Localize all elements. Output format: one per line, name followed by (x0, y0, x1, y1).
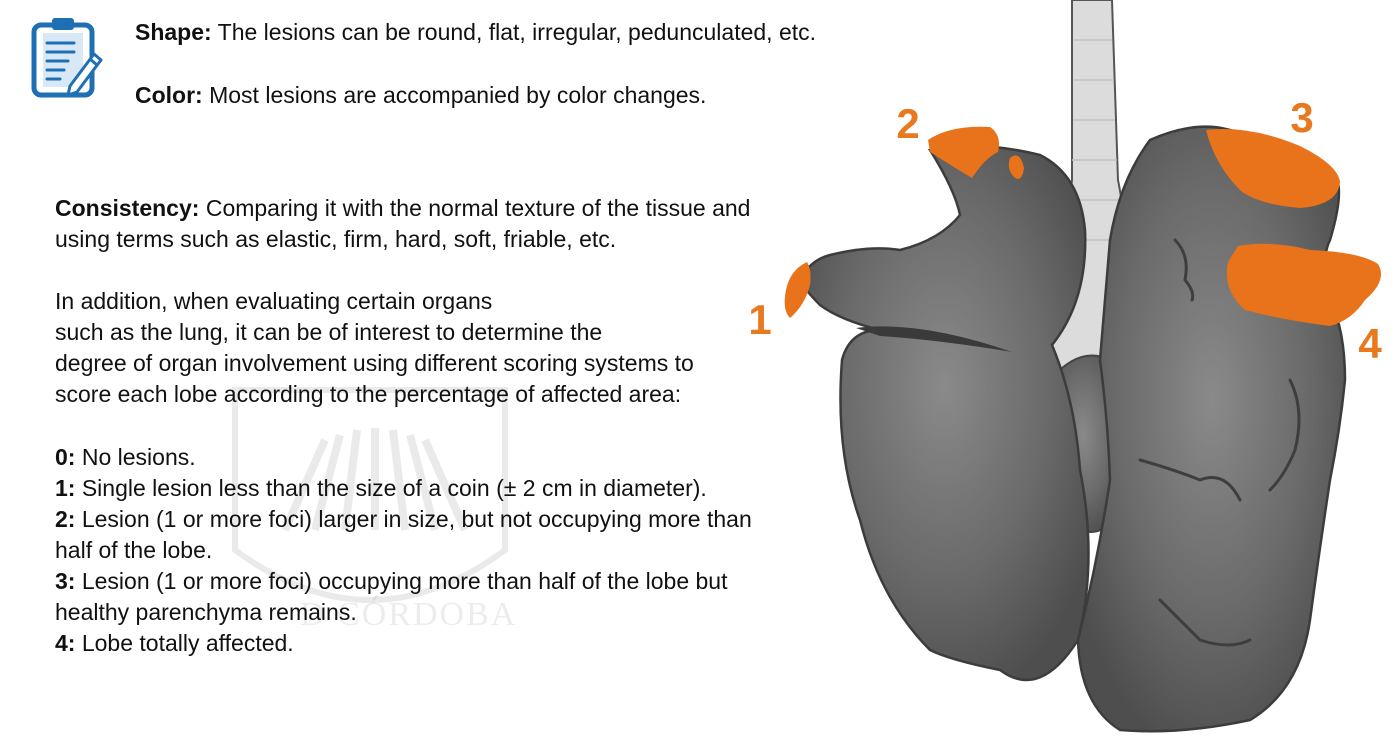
score-1-text: Single lesion less than the size of a coin (± 2 cm in diameter). (75, 475, 707, 501)
score-item-3-continued: healthy parenchyma remains. (55, 599, 357, 625)
consistency-line-2: using terms such as elastic, firm, hard, soft, friable, etc. (55, 226, 617, 252)
lobe-label-4: 4 (1358, 320, 1382, 367)
shape-line (135, 17, 816, 48)
score-0-text: No lesions. (75, 444, 196, 470)
lobe-label-1: 1 (748, 296, 772, 343)
scoring-intro-line-2: such as the lung, it can be of interest to determine the (55, 319, 603, 345)
consistency-paragraph (55, 193, 750, 255)
score-1-label: 1: (55, 475, 76, 501)
scoring-intro-line-3: degree of organ involvement using different scoring systems to (55, 350, 694, 376)
lung-illustration (740, 0, 1400, 744)
score-item-1 (55, 473, 752, 504)
score-item-4 (55, 628, 752, 659)
consistency-label: Consistency: (55, 195, 200, 221)
score-item-2-continued: half of the lobe. (55, 537, 213, 563)
right-lung (1078, 127, 1345, 732)
score-list (55, 442, 752, 659)
watermark-text: D CÓRDOBA (300, 596, 518, 633)
left-lung (800, 146, 1089, 680)
shape-text: The lesions can be round, flat, irregular, pedunculated, etc. (211, 19, 817, 45)
score-3-text-1: Lesion (1 or more foci) occupying more than half of the lobe but (75, 568, 728, 594)
score-item-3 (55, 566, 752, 597)
scoring-intro-paragraph (55, 286, 694, 410)
color-label: Color: (135, 82, 203, 108)
score-item-0 (55, 442, 752, 473)
color-line (135, 80, 706, 111)
lesion-lobe-1 (785, 262, 811, 318)
shape-label: Shape: (135, 19, 212, 45)
consistency-text-1: Comparing it with the normal texture of the tissue and (199, 195, 751, 221)
scoring-intro-line-1: In addition, when evaluating certain organs (55, 288, 493, 314)
score-item-2 (55, 504, 752, 535)
score-2-text-1: Lesion (1 or more foci) larger in size, but not occupying more than (75, 506, 752, 532)
lobe-label-2: 2 (896, 100, 920, 147)
score-3-label: 3: (55, 568, 76, 594)
score-2-label: 2: (55, 506, 76, 532)
consistency-line-1 (55, 193, 750, 224)
score-4-label: 4: (55, 630, 76, 656)
score-0-label: 0: (55, 444, 76, 470)
color-text: Most lesions are accompanied by color changes. (202, 82, 707, 108)
lobe-label-3: 3 (1290, 94, 1314, 141)
score-4-text: Lobe totally affected. (75, 630, 294, 656)
clipboard-icon (30, 16, 104, 100)
scoring-intro-line-4: score each lobe according to the percentage of affected area: (55, 381, 682, 407)
